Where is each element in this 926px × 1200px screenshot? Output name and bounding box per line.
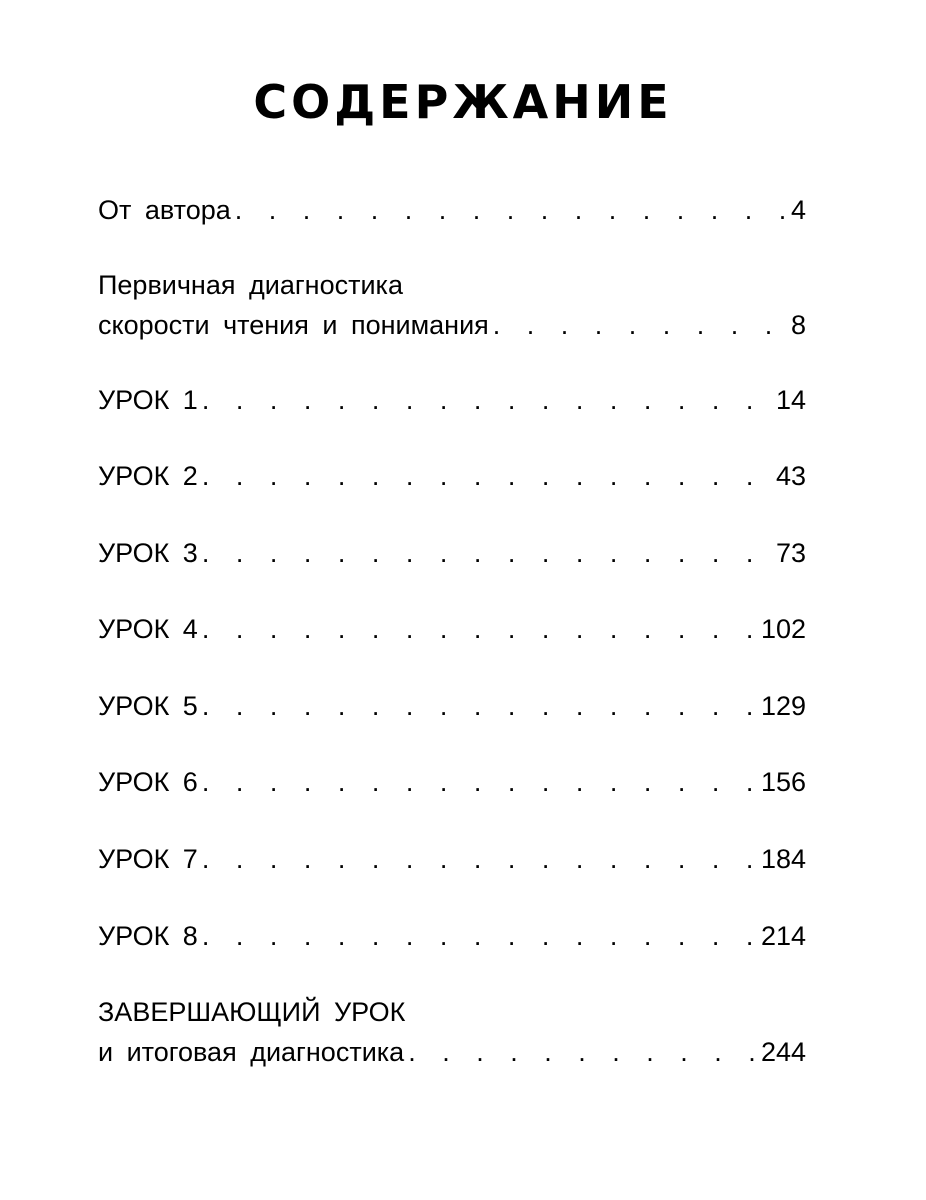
toc-entry-lesson-5[interactable] [98,686,806,726]
toc-entry-primary-diagnostics[interactable] [98,265,806,345]
toc-entry-lesson-7[interactable] [98,839,806,879]
toc-page-number: 184 [760,844,806,874]
dot-leader [202,916,759,956]
toc-page-number: 129 [760,691,806,721]
toc-page-number: 43 [775,461,806,491]
dot-leader [408,1032,759,1072]
toc-page-number: 8 [790,310,806,340]
toc-entry-title: УРОК 4 [98,614,198,644]
toc-page-number: 14 [775,385,806,415]
toc-entry-lesson-4[interactable] [98,609,806,649]
toc-page-number: 214 [760,921,806,951]
dot-leader [202,686,759,726]
dot-leader [235,190,789,230]
toc-entry-lesson-2[interactable] [98,456,806,496]
toc-entry-lesson-6[interactable] [98,762,806,802]
toc-entry-from-author[interactable] [98,190,806,230]
toc-entry-title: УРОК 7 [98,844,198,874]
toc-entry-title: УРОК 6 [98,767,198,797]
toc-entry-title-line: Первичная диагностика [98,270,403,300]
dot-leader [202,839,759,879]
dot-leader [202,380,774,420]
dot-leader [202,609,759,649]
toc-entry-title: УРОК 1 [98,385,198,415]
toc-entry-title: УРОК 8 [98,921,198,951]
toc-entry-title: УРОК 2 [98,461,198,491]
dot-leader [202,762,759,802]
toc-page-number: 102 [760,614,806,644]
dot-leader [202,533,774,573]
toc-page-number: 156 [760,767,806,797]
toc-entry-title: От автора [98,195,231,225]
toc-entry-lesson-1[interactable] [98,380,806,420]
toc-entry-title-line: ЗАВЕРШАЮЩИЙ УРОК [98,997,406,1027]
toc-entry-lesson-8[interactable] [98,916,806,956]
dot-leader [493,305,789,345]
page-title: СОДЕРЖАНИЕ [253,75,673,129]
toc-page-number: 244 [760,1037,806,1067]
toc-entry-title: скорости чтения и понимания [98,310,489,340]
toc-entry-title: УРОК 5 [98,691,198,721]
toc-page-number: 73 [775,538,806,568]
dot-leader [202,456,774,496]
toc-entry-title: УРОК 3 [98,538,198,568]
toc-page-number: 4 [790,195,806,225]
toc-entry-final-lesson[interactable] [98,992,806,1072]
toc-entry-title: и итоговая диагностика [98,1037,405,1067]
toc-entry-lesson-3[interactable] [98,533,806,573]
